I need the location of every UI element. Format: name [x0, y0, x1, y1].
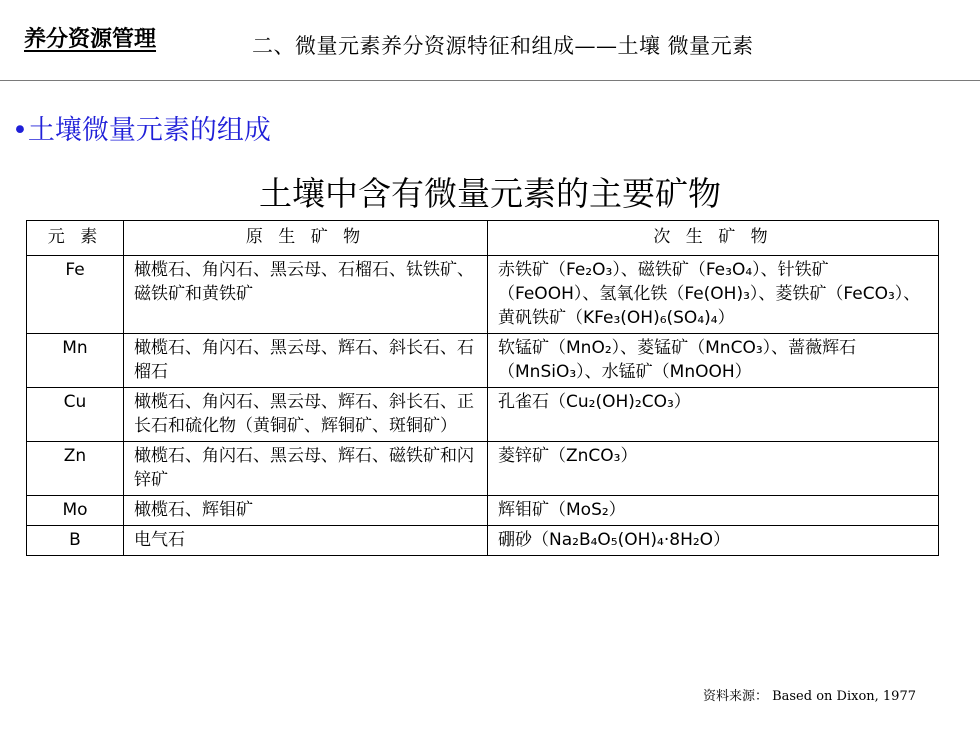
table-title: 土壤中含有微量元素的主要矿物	[259, 174, 721, 213]
table-row-cu	[27, 388, 939, 442]
cell-primary: 橄榄石、角闪石、黑云母、辉石、磁铁矿和闪锌矿	[124, 442, 488, 496]
cell-primary: 电气石	[124, 526, 488, 556]
cell-element: Cu	[27, 388, 124, 442]
cell-secondary: 孔雀石（Cu₂(OH)₂CO₃）	[488, 388, 939, 442]
cell-primary: 橄榄石、角闪石、黑云母、辉石、斜长石、正长石和硫化物（黄铜矿、辉铜矿、斑铜矿）	[124, 388, 488, 442]
minerals-table	[26, 220, 939, 556]
cell-element: Mo	[27, 496, 124, 526]
table-row-b	[27, 526, 939, 556]
source-citation: 资料来源： Based on Dixon, 1977	[702, 689, 916, 704]
cell-element: B	[27, 526, 124, 556]
table-row-fe	[27, 256, 939, 334]
cell-secondary: 菱锌矿（ZnCO₃）	[488, 442, 939, 496]
cell-element: Mn	[27, 334, 124, 388]
cell-secondary: 软锰矿（MnO₂）、菱锰矿（MnCO₃）、蔷薇辉石（MnSiO₃）、水锰矿（MnOOH）	[488, 334, 939, 388]
slide-header-title: 二、微量元素养分资源特征和组成——土壤 微量元素	[252, 34, 754, 58]
table-row-mn	[27, 334, 939, 388]
cell-primary: 橄榄石、辉钼矿	[124, 496, 488, 526]
cell-secondary: 硼砂（Na₂B₄O₅(OH)₄·8H₂O）	[488, 526, 939, 556]
table-header-row	[27, 221, 939, 256]
table-row-zn	[27, 442, 939, 496]
header-secondary-minerals: 次 生 矿 物	[488, 221, 939, 256]
cell-primary: 橄榄石、角闪石、黑云母、辉石、斜长石、石榴石	[124, 334, 488, 388]
cell-element: Zn	[27, 442, 124, 496]
cell-secondary: 辉钼矿（MoS₂）	[488, 496, 939, 526]
cell-secondary: 赤铁矿（Fe₂O₃）、磁铁矿（Fe₃O₄）、针铁矿（FeOOH）、氢氧化铁（Fe(OH)₃）、菱铁矿（FeCO₃）、黄矾铁矿（KFe₃(OH)₆(SO₄)₄）	[488, 256, 939, 334]
section-heading: •土壤微量元素的组成	[12, 115, 271, 146]
header-divider	[0, 80, 980, 81]
course-title: 养分资源管理	[24, 26, 157, 52]
cell-primary: 橄榄石、角闪石、黑云母、石榴石、钛铁矿、磁铁矿和黄铁矿	[124, 256, 488, 334]
header-primary-minerals: 原 生 矿 物	[124, 221, 488, 256]
table-row-mo	[27, 496, 939, 526]
cell-element: Fe	[27, 256, 124, 334]
header-element: 元 素	[27, 221, 124, 256]
